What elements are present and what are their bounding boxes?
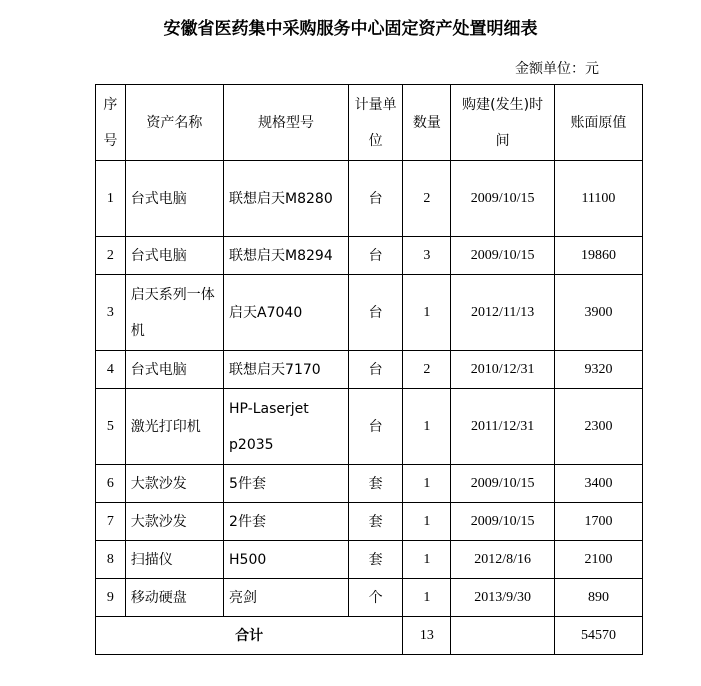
table-row — [96, 275, 643, 351]
cell-seq: 4 — [96, 351, 126, 389]
cell-seq: 9 — [96, 579, 126, 617]
cell-unit: 台 — [349, 389, 403, 465]
table-header-row — [96, 85, 643, 161]
cell-date: 2009/10/15 — [451, 161, 554, 237]
cell-spec: 5件套 — [224, 465, 349, 503]
asset-disposal-table — [95, 84, 643, 655]
header-unit: 计量单位 — [349, 85, 403, 161]
table-row — [96, 389, 643, 465]
cell-date: 2009/10/15 — [451, 237, 554, 275]
currency-unit-note: 金额单位：元 — [515, 61, 599, 77]
cell-value: 19860 — [554, 237, 642, 275]
cell-qty: 1 — [403, 275, 451, 351]
cell-date: 2011/12/31 — [451, 389, 554, 465]
cell-value: 11100 — [554, 161, 642, 237]
cell-date: 2010/12/31 — [451, 351, 554, 389]
cell-unit: 套 — [349, 541, 403, 579]
cell-name: 台式电脑 — [125, 237, 223, 275]
page-title: 安徽省医药集中采购服务中心固定资产处置明细表 — [163, 19, 538, 39]
cell-qty: 2 — [403, 161, 451, 237]
table-row — [96, 237, 643, 275]
cell-spec: H500 — [224, 541, 349, 579]
total-label: 合计 — [96, 617, 403, 655]
cell-spec: 启天A7040 — [224, 275, 349, 351]
header-date: 购建(发生)时间 — [451, 85, 554, 161]
table-row — [96, 579, 643, 617]
cell-date: 2012/11/13 — [451, 275, 554, 351]
cell-name: 移动硬盘 — [125, 579, 223, 617]
cell-value: 3900 — [554, 275, 642, 351]
cell-spec: HP-Laserjet p2035 — [224, 389, 349, 465]
cell-name: 台式电脑 — [125, 351, 223, 389]
cell-qty: 1 — [403, 579, 451, 617]
header-spec: 规格型号 — [224, 85, 349, 161]
cell-date: 2012/8/16 — [451, 541, 554, 579]
cell-unit: 台 — [349, 275, 403, 351]
cell-qty: 1 — [403, 503, 451, 541]
cell-unit: 台 — [349, 161, 403, 237]
header-value: 账面原值 — [554, 85, 642, 161]
cell-name: 扫描仪 — [125, 541, 223, 579]
cell-qty: 1 — [403, 541, 451, 579]
total-qty: 13 — [403, 617, 451, 655]
cell-unit: 套 — [349, 503, 403, 541]
cell-spec: 联想启天7170 — [224, 351, 349, 389]
cell-value: 3400 — [554, 465, 642, 503]
cell-name: 大款沙发 — [125, 503, 223, 541]
header-seq: 序号 — [96, 85, 126, 161]
table-row — [96, 465, 643, 503]
cell-seq: 2 — [96, 237, 126, 275]
cell-name: 启天系列一体机 — [125, 275, 223, 351]
cell-name: 大款沙发 — [125, 465, 223, 503]
cell-seq: 1 — [96, 161, 126, 237]
cell-seq: 7 — [96, 503, 126, 541]
cell-value: 1700 — [554, 503, 642, 541]
cell-unit: 个 — [349, 579, 403, 617]
table-row — [96, 161, 643, 237]
cell-value: 9320 — [554, 351, 642, 389]
cell-date: 2013/9/30 — [451, 579, 554, 617]
cell-qty: 1 — [403, 389, 451, 465]
table-row — [96, 351, 643, 389]
cell-seq: 8 — [96, 541, 126, 579]
cell-seq: 3 — [96, 275, 126, 351]
total-row — [96, 617, 643, 655]
cell-unit: 台 — [349, 237, 403, 275]
table-row — [96, 503, 643, 541]
cell-spec: 2件套 — [224, 503, 349, 541]
cell-value: 2300 — [554, 389, 642, 465]
table-row — [96, 541, 643, 579]
cell-date: 2009/10/15 — [451, 503, 554, 541]
cell-qty: 2 — [403, 351, 451, 389]
cell-spec: 联想启天M8280 — [224, 161, 349, 237]
cell-value: 2100 — [554, 541, 642, 579]
cell-spec: 联想启天M8294 — [224, 237, 349, 275]
cell-qty: 3 — [403, 237, 451, 275]
cell-seq: 5 — [96, 389, 126, 465]
cell-date: 2009/10/15 — [451, 465, 554, 503]
total-date — [451, 617, 554, 655]
cell-value: 890 — [554, 579, 642, 617]
cell-spec: 亮剑 — [224, 579, 349, 617]
header-name: 资产名称 — [125, 85, 223, 161]
cell-name: 台式电脑 — [125, 161, 223, 237]
cell-unit: 套 — [349, 465, 403, 503]
total-value: 54570 — [554, 617, 642, 655]
header-qty: 数量 — [403, 85, 451, 161]
cell-unit: 台 — [349, 351, 403, 389]
cell-name: 激光打印机 — [125, 389, 223, 465]
cell-seq: 6 — [96, 465, 126, 503]
cell-qty: 1 — [403, 465, 451, 503]
